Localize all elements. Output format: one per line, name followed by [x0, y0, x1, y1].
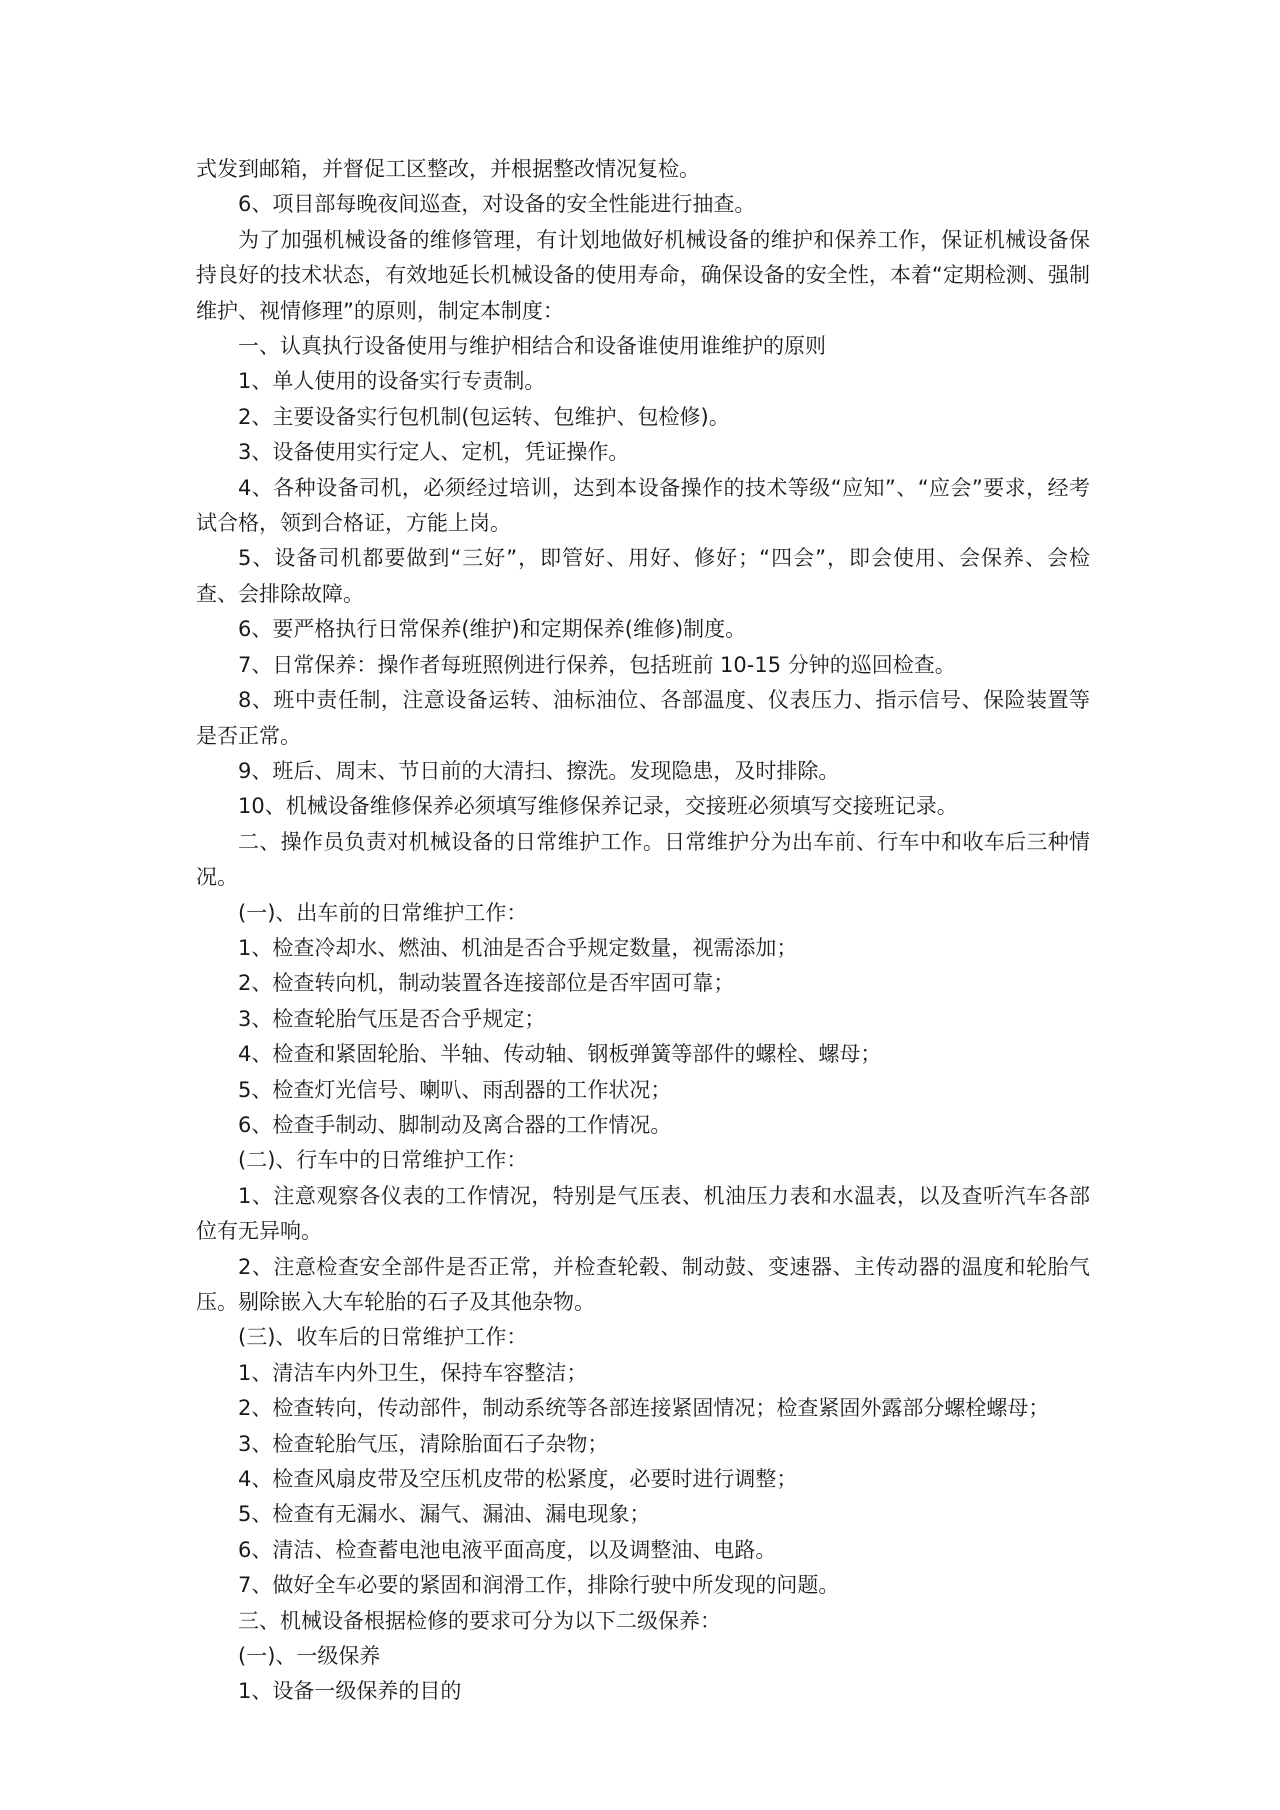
- paragraph: 1、注意观察各仪表的工作情况，特别是气压表、机油压力表和水温表，以及查听汽车各部位有无异响。: [196, 1183, 1090, 1244]
- paragraph: 式发到邮箱，并督促工区整改，并根据整改情况复检。: [196, 157, 700, 181]
- paragraph: (三)、收车后的日常维护工作：: [238, 1325, 528, 1350]
- paragraph: 5、检查灯光信号、喇叭、雨刮器的工作状况；: [238, 1077, 672, 1102]
- paragraph: 2、检查转向，传动部件，制动系统等各部连接紧固情况；检查紧固外露部分螺栓螺母；: [238, 1396, 1050, 1421]
- paragraph: 1、设备一级保养的目的: [238, 1679, 462, 1704]
- paragraph: (一)、一级保养: [238, 1644, 381, 1669]
- paragraph: 为了加强机械设备的维修管理，有计划地做好机械设备的维护和保养工作，保证机械设备保持良好的技术状态，有效地延长机械设备的使用寿命，确保设备的安全性，本着“定期检测、强制维护、视情修理”的原则，制定本制度：: [196, 227, 1090, 323]
- paragraph: 4、检查风扇皮带及空压机皮带的松紧度，必要时进行调整；: [238, 1467, 798, 1492]
- paragraph: 6、清洁、检查蓄电池电液平面高度，以及调整油、电路。: [238, 1537, 777, 1562]
- paragraph: 2、主要设备实行包机制(包运转、包维护、包检修)。: [238, 404, 730, 429]
- paragraph: 1、清洁车内外卫生，保持车容整洁；: [238, 1360, 588, 1385]
- paragraph: 9、班后、周末、节日前的大清扫、擦洗。发现隐患，及时排除。: [238, 758, 840, 783]
- paragraph: 2、检查转向机，制动装置各连接部位是否牢固可靠；: [238, 971, 735, 996]
- paragraph: 2、注意检查安全部件是否正常，并检查轮毂、制动鼓、变速器、主传动器的温度和轮胎气压。剔除嵌入大车轮胎的石子及其他杂物。: [196, 1254, 1090, 1314]
- paragraph: 3、检查轮胎气压是否合乎规定；: [238, 1006, 546, 1031]
- paragraph: 7、做好全车必要的紧固和润滑工作，排除行驶中所发现的问题。: [238, 1573, 840, 1598]
- paragraph: 4、各种设备司机，必须经过培训，达到本设备操作的技术等级“应知”、“应会”要求，经考试合格，领到合格证，方能上岗。: [196, 475, 1090, 536]
- paragraph: 10、机械设备维修保养必须填写维修保养记录，交接班必须填写交接班记录。: [238, 794, 958, 819]
- paragraph: 1、检查冷却水、燃油、机油是否合乎规定数量，视需添加；: [238, 935, 798, 960]
- paragraph: 5、设备司机都要做到“三好”，即管好、用好、修好；“四会”，即会使用、会保养、会检查、会排除故障。: [196, 546, 1090, 606]
- paragraph: 5、检查有无漏水、漏气、漏油、漏电现象；: [238, 1502, 651, 1527]
- paragraph: 6、检查手制动、脚制动及离合器的工作情况。: [238, 1112, 672, 1137]
- paragraph: 3、设备使用实行定人、定机，凭证操作。: [238, 440, 630, 465]
- paragraph: 二、操作员负责对机械设备的日常维护工作。日常维护分为出车前、行车中和收车后三种情况。: [196, 829, 1090, 890]
- paragraph: 三、机械设备根据检修的要求可分为以下二级保养：: [238, 1608, 721, 1633]
- paragraph: 4、检查和紧固轮胎、半轴、传动轴、钢板弹簧等部件的螺栓、螺母；: [238, 1042, 882, 1067]
- document-body: [196, 152, 1090, 1710]
- paragraph: 3、检查轮胎气压，清除胎面石子杂物；: [238, 1431, 609, 1456]
- paragraph: 6、项目部每晚夜间巡查，对设备的安全性能进行抽查。: [238, 192, 756, 217]
- paragraph: 8、班中责任制，注意设备运转、油标油位、各部温度、仪表压力、指示信号、保险装置等是否正常。: [196, 688, 1090, 748]
- paragraph: 一、认真执行设备使用与维护相结合和设备谁使用谁维护的原则: [238, 334, 826, 359]
- paragraph: 1、单人使用的设备实行专责制。: [238, 369, 546, 394]
- paragraph: (二)、行车中的日常维护工作：: [238, 1148, 528, 1173]
- paragraph: 7、日常保养：操作者每班照例进行保养，包括班前 10-15 分钟的巡回检查。: [238, 652, 956, 677]
- paragraph: 6、要严格执行日常保养(维护)和定期保养(维修)制度。: [238, 617, 747, 642]
- paragraph: (一)、出车前的日常维护工作：: [238, 900, 528, 925]
